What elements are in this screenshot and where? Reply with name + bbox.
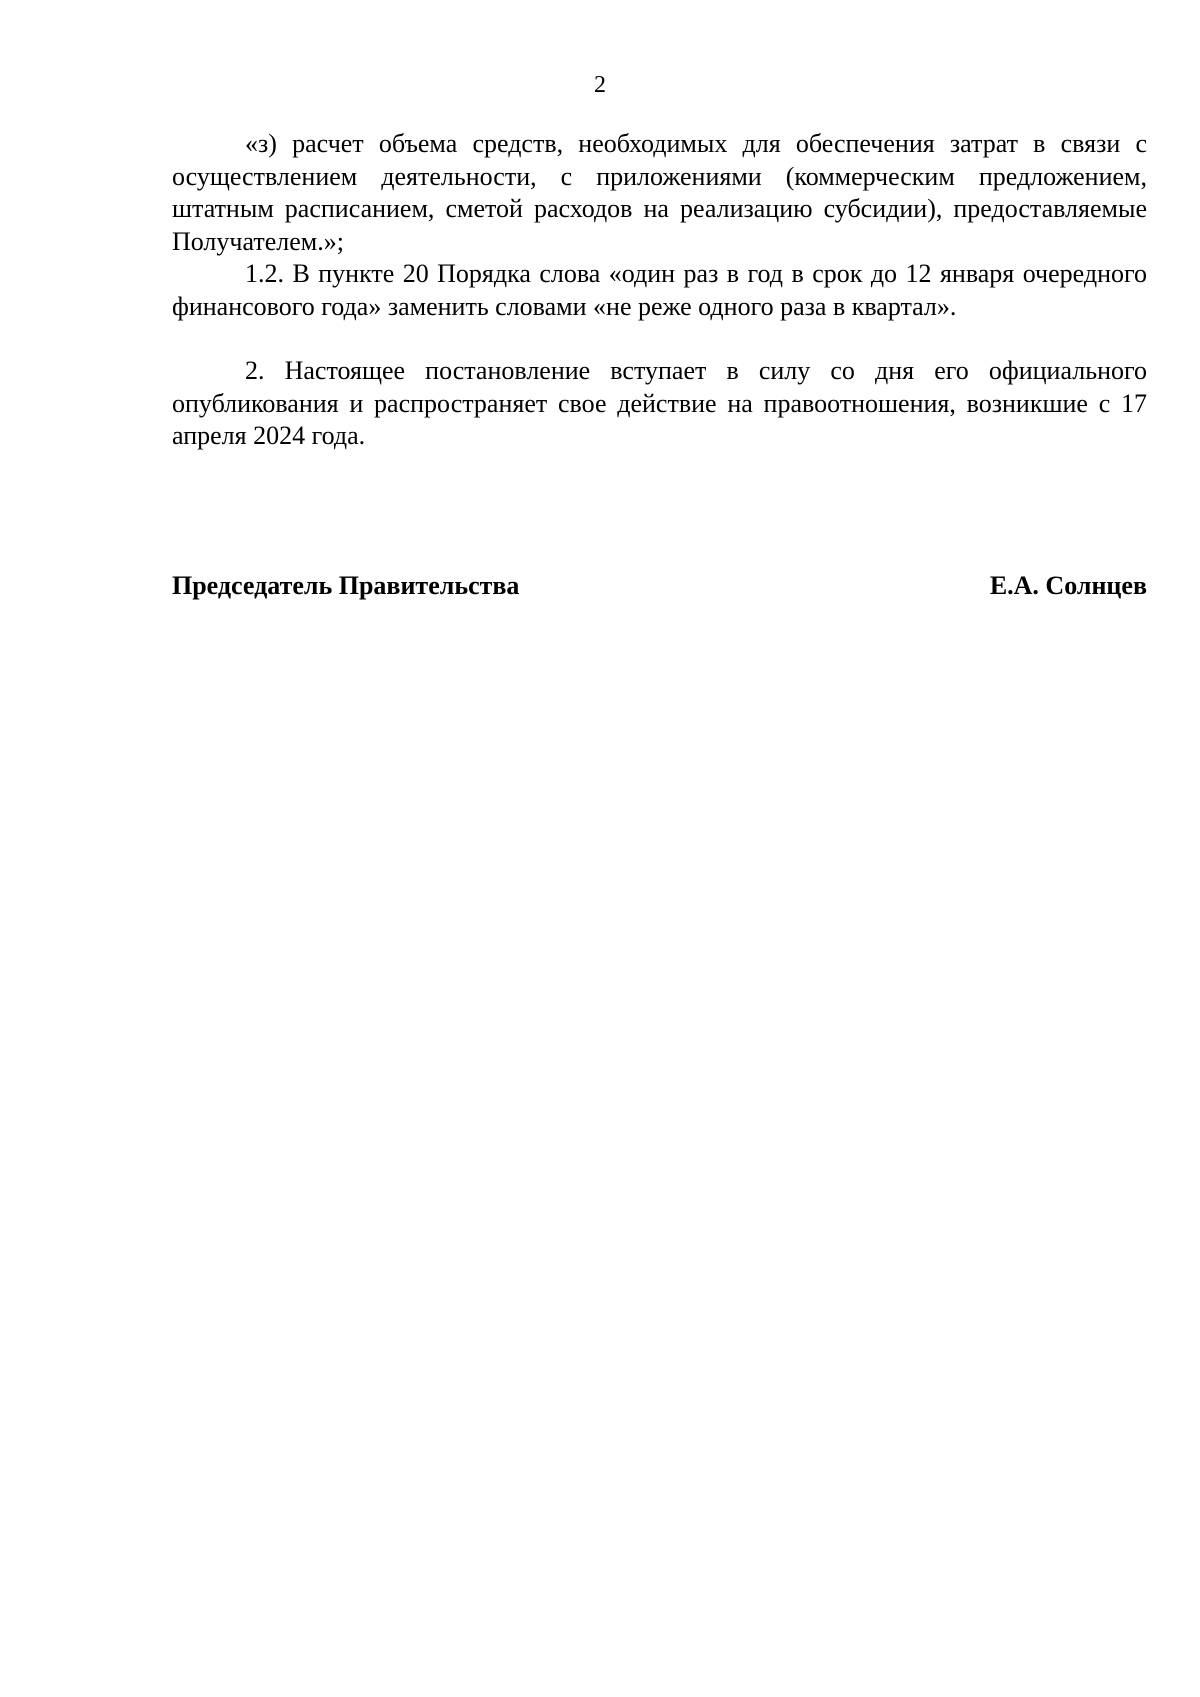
- signatory-position: Председатель Правительства: [172, 571, 520, 600]
- signature-block: [172, 570, 1147, 602]
- paragraph-item-2: 2. Настоящее постановление вступает в силу со дня его официального опубликования и распространяет свое действие на правоотношения, возникшие с 17 апреля 2024 года.: [172, 356, 1147, 450]
- signatory-name: Е.А. Солнцев: [989, 571, 1147, 600]
- document-body: [172, 128, 1147, 453]
- page-number: 2: [594, 72, 606, 98]
- paragraph-item-1-2: 1.2. В пункте 20 Порядка слова «один раз в год в срок до 12 января очередного финансового года» заменить словами «не реже одного раза в квартал».: [172, 259, 1147, 321]
- paragraph-item-z: «з) расчет объема средств, необходимых для обеспечения затрат в связи с осуществлением деятельности, с приложениями (коммерческим предложением, штатным расписанием, сметой расходов на реализацию субсидии), предоставляемые Получателем.»;: [172, 129, 1147, 256]
